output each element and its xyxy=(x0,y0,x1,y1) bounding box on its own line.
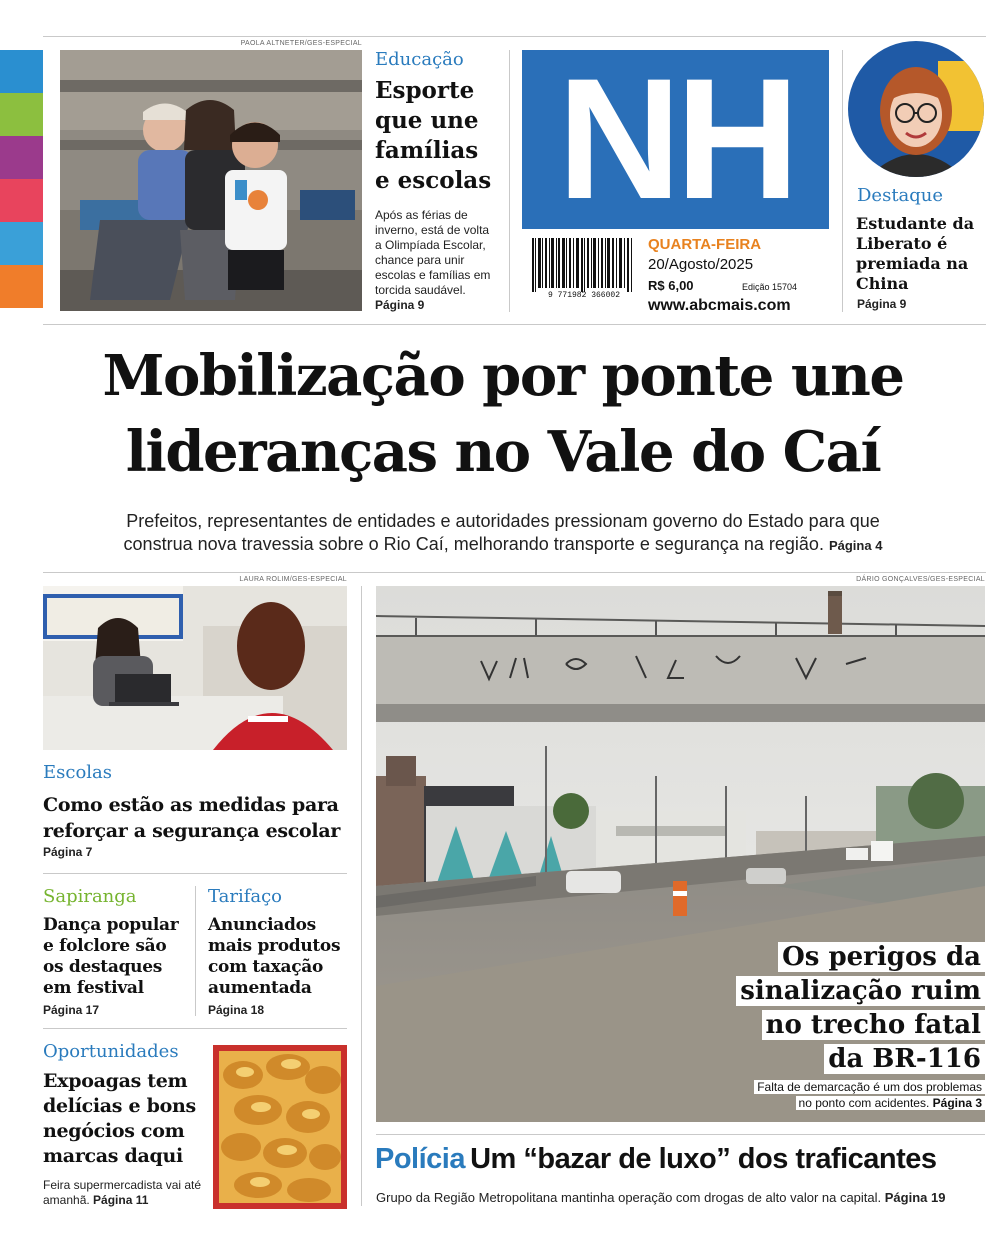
kicker-oportunidades: Oportunidades xyxy=(43,1041,179,1062)
main-deck xyxy=(0,533,1006,557)
masthead-logo-box[interactable] xyxy=(522,43,829,235)
headline-estudante[interactable]: Estudante da Liberato é premiada na China xyxy=(856,214,975,293)
summary-policia-text: Grupo da Região Metropolitana mantinha operação com drogas de alto valor na capital. xyxy=(376,1190,882,1205)
page-ref[interactable]: Página 18 xyxy=(208,1003,265,1017)
summary-expoagas xyxy=(43,1178,208,1208)
page-ref[interactable]: Página 7 xyxy=(43,845,93,859)
barcode-number: 9 771982 366002 xyxy=(547,291,620,300)
side-tab-6 xyxy=(0,265,43,308)
side-tab-2 xyxy=(0,93,43,136)
photo-credit: LAURA ROLIM/GES-ESPECIAL xyxy=(239,576,347,583)
page-ref[interactable]: Página 9 xyxy=(857,297,907,311)
kicker-educacao: Educação xyxy=(375,49,464,70)
summary-esporte-text: Após as férias de inverno, está de volta a Olimpíada Escolar, chance para unir escolas e famílias em torcida saudável. xyxy=(375,208,491,297)
barcode xyxy=(530,238,638,302)
page-ref[interactable]: Página 3 xyxy=(932,1096,982,1110)
kicker-escolas: Escolas xyxy=(43,762,113,783)
divider xyxy=(361,586,362,1206)
page-ref[interactable]: Página 11 xyxy=(93,1193,149,1207)
headline-esporte[interactable]: Esporte que une famílias e escolas xyxy=(375,77,492,194)
kicker-policia: Polícia xyxy=(375,1143,465,1175)
side-tab-3 xyxy=(0,136,43,179)
main-headline-line-1[interactable]: Mobilização por ponte une xyxy=(102,343,904,409)
headline-tarifaco[interactable]: Anunciados mais produtos com taxação aumentada xyxy=(208,915,341,998)
page-ref[interactable]: Página 4 xyxy=(828,538,883,553)
side-tab-5 xyxy=(0,222,43,265)
br116-headline-line-3: no trecho fatal xyxy=(660,1008,985,1042)
issue-date: 20/Agosto/2025 xyxy=(648,256,754,273)
photo-credit: PAOLA ALTNETER/GES-ESPECIAL xyxy=(240,40,362,47)
headline-seguranca-escolar[interactable]: Como estão as medidas para reforçar a segurança escolar xyxy=(43,794,341,842)
headline-danca-popular[interactable]: Dança popular e folclore são os destaques em festival xyxy=(43,915,179,998)
policia-headline[interactable] xyxy=(375,1143,990,1176)
divider xyxy=(195,886,196,1016)
br116-headline-line-4: da BR-116 xyxy=(660,1042,985,1076)
weekday: QUARTA-FEIRA xyxy=(648,236,762,253)
page-ref[interactable]: Página 17 xyxy=(43,1003,100,1017)
divider xyxy=(509,50,510,312)
page-ref[interactable]: Página 19 xyxy=(884,1190,946,1205)
summary-expoagas-text: Feira supermercadista vai até amanhã. xyxy=(43,1178,202,1207)
student-portrait xyxy=(848,41,984,177)
headline-bazar-de-luxo: Um “bazar de luxo” dos traficantes xyxy=(470,1143,937,1175)
kicker-tarifaco: Tarifaço xyxy=(208,886,283,907)
divider xyxy=(842,50,843,312)
website-link[interactable]: www.abcmais.com xyxy=(648,297,791,314)
kicker-sapiranga: Sapiranga xyxy=(43,886,137,907)
br116-caption-line-1: Falta de demarcação é um dos problemas xyxy=(754,1080,985,1094)
pastries-photo xyxy=(213,1045,347,1209)
masthead-logo: NH xyxy=(557,43,794,235)
kicker-destaque: Destaque xyxy=(857,185,944,206)
main-headline-line-2[interactable]: lideranças no Vale do Caí xyxy=(125,419,881,485)
family-photo xyxy=(60,50,362,311)
br116-caption xyxy=(700,1079,985,1111)
main-deck-line-1: Prefeitos, representantes de entidades e autoridades pressionam governo do Estado para que xyxy=(126,511,880,531)
page-ref[interactable]: Página 9 xyxy=(375,298,425,312)
br116-caption-line-2: no ponto com acidentes. xyxy=(798,1096,930,1110)
school-photo xyxy=(43,586,347,750)
side-tab-1 xyxy=(0,50,43,93)
price: R$ 6,00 xyxy=(648,278,694,293)
summary-esporte xyxy=(375,208,495,313)
side-tab-4 xyxy=(0,179,43,222)
br116-headline[interactable] xyxy=(660,940,985,1076)
summary-policia xyxy=(376,1190,986,1205)
edition-number: Edição 15704 xyxy=(742,282,798,292)
main-deck-line-2: construa nova travessia sobre o Rio Caí, melhorando transporte e segurança na região. xyxy=(123,534,824,554)
photo-credit: DÁRIO GONÇALVES/GES-ESPECIAL xyxy=(856,576,985,583)
headline-expoagas[interactable]: Expoagas tem delícias e bons negócios com marcas daqui xyxy=(43,1070,196,1167)
br116-headline-line-2: sinalização ruim xyxy=(660,974,985,1008)
br116-headline-line-1: Os perigos da xyxy=(660,940,985,974)
